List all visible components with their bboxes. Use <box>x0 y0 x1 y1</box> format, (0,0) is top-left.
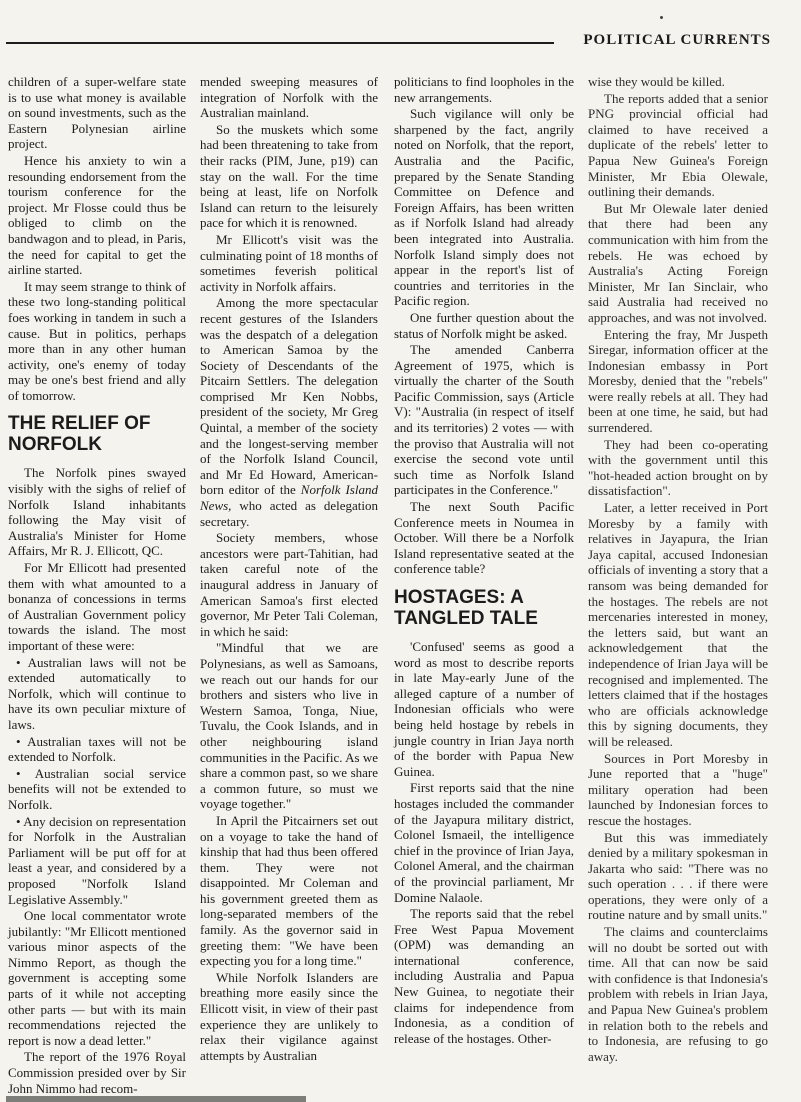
paragraph: Hence his anxiety to win a resounding endorsement from the tourism conference for the project. Mr Flosse could thus be obliged to climb on the bandwagon and to plead, in Paris, the need for capital to get the airline started. <box>8 152 186 278</box>
bullet-item: • Any decision on representation for Norfolk in the Australian Parliament will be put off for at least a year, and considered by a proposed "Norfolk Island Legislative Assembly." <box>8 813 186 907</box>
paragraph: So the muskets which some had been threatening to take from their racks (PIM, June, p19) can stay on the wall. For the time being at least, life on Norfolk Island can return to the leisurely pace for which it is renowned. <box>200 121 378 231</box>
paragraph: The next South Pacific Conference meets in Noumea in October. Will there be a Norfolk Island representative seated at the conference table? <box>394 499 574 577</box>
paragraph: The Norfolk pines swayed visibly with the sighs of relief of Norfolk Island inhabitants following the May visit of Australia's Minister for Home Affairs, Mr R. J. Ellicott, QC. <box>8 465 186 559</box>
paragraph: Such vigilance will only be sharpened by the fact, angrily noted on Norfolk, that the report, Australia and the Pacific, prepared by the Senate Standing Committee on Defence and Foreign Affairs, has been written as if Norfolk Island had already been integrated into Australia. Norfolk Island simply does not appear in the report's list of countries and territories in the Pacific region. <box>394 106 574 309</box>
bullet-item: • Australian taxes will not be extended to Norfolk. <box>8 733 186 765</box>
paragraph: The reports said that the rebel Free West Papua Movement (OPM) was demanding an international conference, including Australia and Papua New Guinea, to negotiate their claims for independence from Indonesia, as a condition of release of the hostages. Other- <box>394 906 574 1046</box>
paragraph: For Mr Ellicott had presented them with what amounted to a bonanza of concessions in terms of Australian Government policy towards the island. The most important of these were: <box>8 560 186 653</box>
paragraph: The amended Canberra Agreement of 1975, which is virtually the charter of the South Pacific Commission, says (Article V): "Australia (in respect of itself and its territories) 2 votes — with the proviso that Australia will not exercise the second vote until such time as Norfolk Island participates in the Conference." <box>394 342 574 498</box>
article-heading-hostages: HOSTAGES: A TANGLED TALE <box>394 587 538 629</box>
paragraph: But Mr Olewale later denied that there had been any communication with him from the rebels. He was echoed by Australia's Acting Foreign Minister, Mr Ian Sinclair, who said Australia had received no approaches, and was not involved. <box>588 200 768 325</box>
paragraph: children of a super-welfare state is to use what money is available on sound investments, such as the Eastern Polynesian airline project. <box>8 74 186 152</box>
paragraph: Later, a letter received in Port Moresby by a family with relatives in Jayapura, the Irian Jaya capital, accused Indonesian officials of inventing a story that a ransom was being demanded for the hostages. The rebels are not mercenaries interested in money, the letters said, but want an acknowledgement that the independence of Irian Jaya will be recognised and implemented. The letters claimed that if the hostages who are officials acknowledge this by signing documents, they will be released. <box>588 500 768 749</box>
bullet-item: • Australian social service benefits will not be extended to Norfolk. <box>8 765 186 812</box>
paragraph: But this was immediately denied by a military spokesman in Jakarta who said: "There was no such operation . . . if there were operations, they were only of a routine nature and by small units." <box>588 829 768 923</box>
block-quote: "Mindful that we are Polynesians, as well as Samoans, we reach out our hands for our brothers and sisters who live in Western Samoa, Tonga, Niue, Tuvalu, the Cook Islands, and in other neighbouring island communities in the Pacific. As we share a common past, so we share a common future, so must we voyage together." <box>200 640 378 812</box>
publication-title: Norfolk Island News, <box>200 482 378 514</box>
header-rule <box>6 42 554 44</box>
paragraph: Entering the fray, Mr Juspeth Siregar, information officer at the Indonesian embassy in Port Moresby, denied that the "rebels" were really rebels at all. They had been at one time, he said, but had surrendered. <box>588 326 768 436</box>
paragraph: The claims and counterclaims will no doubt be sorted out with time. All that can now be said with confidence is that Indonesia's problem with rebels in Irian Jaya, and Papua New Guinea's problem in relation both to the rebels and to Indonesia, are refusing to go away. <box>588 924 768 1064</box>
footer-strip <box>6 1096 306 1102</box>
paragraph: In April the Pitcairners set out on a voyage to take the hand of kinship that had thus been offered them. They were not disappointed. Mr Coleman and his government greeted them as long-separated members of the family. As the governor said in greeting them: "We have been expecting you for a long time." <box>200 812 378 969</box>
paragraph <box>200 295 378 529</box>
paragraph: First reports said that the nine hostages included the commander of the Jayapura military district, Colonel Ismaeil, the intelligence chief in the province of Irian Jaya, Colonel Ameral, and the chairman of the provincial parliament, Mr Domine Nalaole. <box>394 780 574 905</box>
print-speck <box>660 16 663 19</box>
paragraph: wise they would be killed. <box>588 74 725 89</box>
article-heading-relief-of-norfolk: THE RELIEF OF NORFOLK <box>8 413 151 456</box>
paragraph: mended sweeping measures of integration of Norfolk with the Australian mainland. <box>200 74 378 121</box>
paragraph: The report of the 1976 Royal Commission presided over by Sir John Nimmo had recom- <box>8 1049 186 1096</box>
paragraph: One local commentator wrote jubilantly: "Mr Ellicott mentioned various minor aspects of the Nimmo Report, as though the government is accepting some parts of it while not accepting other parts — but with its main recommendations rejected the report is now a dead letter." <box>8 908 186 1048</box>
paragraph-text: who acted as delegation secretary. <box>200 498 378 529</box>
column-4 <box>588 74 768 1086</box>
paragraph-text: Among the more spectacular recent gestures of the Islanders was the despatch of a delegation to American Samoa by the Society of Descendants of the Pitcairn Settlers. The delegation comprised Mr Ken Nobbs, president of the society, Mr Greg Quintal, a member of the society and the longest-serving member of the Norfolk Island Council, and Mr Ed Howard, American-born editor of the <box>200 295 378 498</box>
paragraph: Sources in Port Moresby in June reported that a "huge" military operation had been launched by Indonesian forces to rescue the hostages. <box>588 750 768 828</box>
paragraph: Society members, whose ancestors were part-Tahitian, had taken careful note of the inaugural address in January of American Samoa's first elected governor, Mr Peter Tali Coleman, in which he said: <box>200 530 378 639</box>
paragraph: politicians to find loopholes in the new arrangements. <box>394 74 574 105</box>
paragraph: The reports added that a senior PNG provincial official had claimed to have received a duplicate of the rebels' letter to Papua New Guinea's Foreign Minister, Mr Ebia Olewale, outlining their demands. <box>588 90 768 200</box>
paragraph: They had been co-operating with the government until this "hot-headed action brought on by dissatisfaction". <box>588 436 768 499</box>
column-3 <box>394 74 574 1086</box>
paragraph: It may seem strange to think of these two long-standing political foes working in tandem in such a cause. But in politics, perhaps more than in any other human activity, one's enemy of today may be one's best friend and ally of tomorrow. <box>8 278 186 403</box>
section-title: POLITICAL CURRENTS <box>583 32 771 48</box>
paragraph: While Norfolk Islanders are breathing more easily since the Ellicott visit, in view of their past experience they are unlikely to relax their vigilance against attempts by Australian <box>200 969 378 1063</box>
paragraph: 'Confused' seems as good a word as most to describe reports in late May-early June of the alleged capture of a number of Indonesian officials who were being held hostage by rebels in jungle country in Irian Jaya north of the border with Papua New Guinea. <box>394 639 574 779</box>
paragraph: One further question about the status of Norfolk might be asked. <box>394 309 574 341</box>
column-1 <box>8 74 186 1096</box>
column-2 <box>200 74 378 1086</box>
paragraph: Mr Ellicott's visit was the culminating point of 18 months of sometimes feverish political activity in Norfolk affairs. <box>200 231 379 294</box>
bullet-item: • Australian laws will not be extended automatically to Norfolk, which will continue to have its own peculiar mixture of laws. <box>8 654 186 732</box>
